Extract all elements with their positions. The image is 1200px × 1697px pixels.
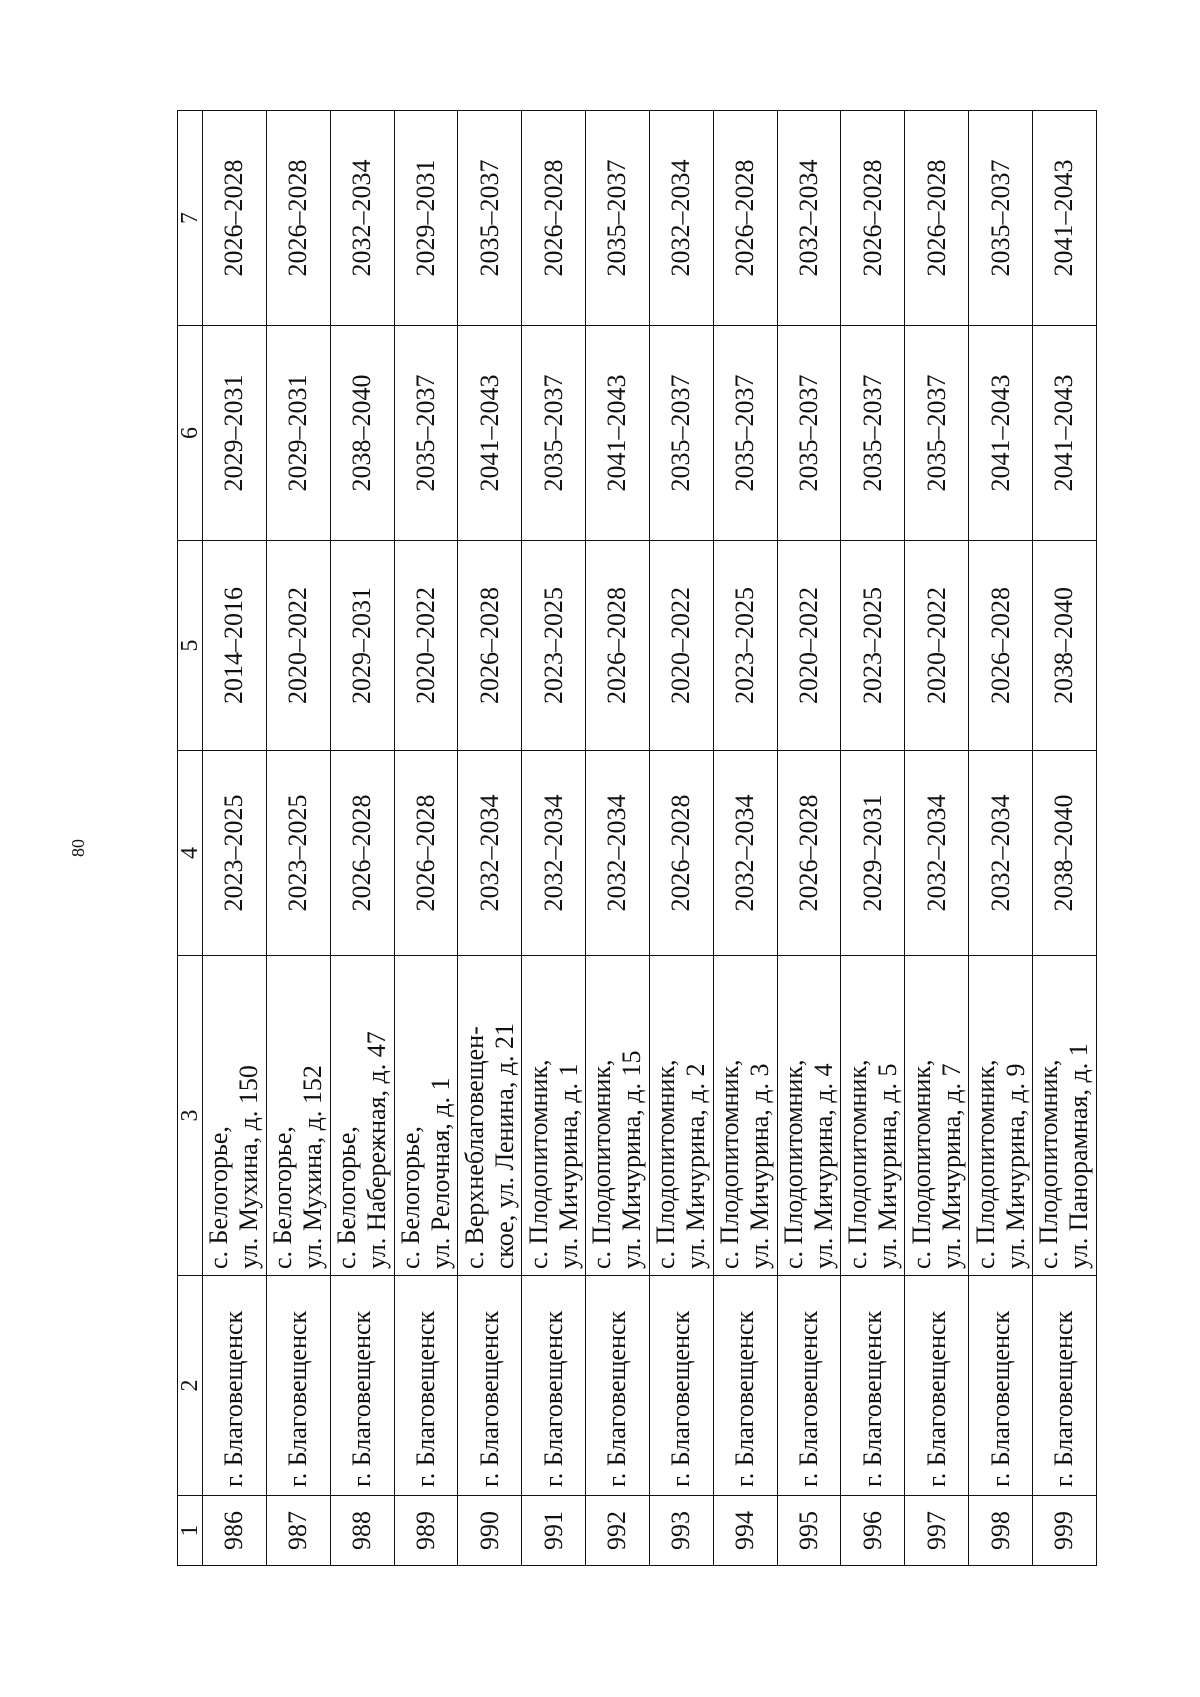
period-col-7-cell: 2026–2028 (713, 111, 777, 326)
period-col-6-cell: 2029–2031 (203, 326, 267, 541)
period-col-6-cell: 2029–2031 (266, 326, 330, 541)
city-cell: г. Благовещенск (1032, 1276, 1096, 1496)
table-row (266, 111, 330, 1566)
period-col-5-cell: 2026–2028 (586, 541, 650, 751)
city-cell: г. Благовещенск (394, 1276, 458, 1496)
address-cell (266, 956, 330, 1276)
period-col-6-cell: 2041–2043 (586, 326, 650, 541)
period-col-4-cell: 2026–2028 (777, 751, 841, 956)
table-row (522, 111, 586, 1566)
row-number-cell: 991 (522, 1496, 586, 1566)
address-cell (713, 956, 777, 1276)
table-row (841, 111, 905, 1566)
period-col-4-cell: 2032–2034 (969, 751, 1033, 956)
city-cell: г. Благовещенск (522, 1276, 586, 1496)
table-row (586, 111, 650, 1566)
header-col-1: 1 (178, 1496, 203, 1566)
row-number-cell: 994 (713, 1496, 777, 1566)
period-col-7-cell: 2041–2043 (1032, 111, 1096, 326)
city-cell: г. Благовещенск (905, 1276, 969, 1496)
period-col-7-cell: 2035–2037 (458, 111, 522, 326)
address-line-2: ул. Мичурина, д. 3 (745, 1063, 775, 1269)
address-line-1: с. Плодопитомник, (970, 1059, 1000, 1269)
table-row (649, 111, 713, 1566)
table-row (777, 111, 841, 1566)
address-line-2: ул. Мичурина, д. 5 (872, 1063, 902, 1269)
period-col-5-cell: 2020–2022 (649, 541, 713, 751)
period-col-6-cell: 2041–2043 (1032, 326, 1096, 541)
row-number-cell: 988 (330, 1496, 394, 1566)
header-col-2: 2 (178, 1276, 203, 1496)
period-col-5-cell: 2023–2025 (522, 541, 586, 751)
city-cell: г. Благовещенск (969, 1276, 1033, 1496)
period-col-6-cell: 2035–2037 (841, 326, 905, 541)
table-body (203, 111, 1097, 1566)
address-cell (649, 956, 713, 1276)
period-col-6-cell: 2035–2037 (905, 326, 969, 541)
city-cell: г. Благовещенск (266, 1276, 330, 1496)
period-col-5-cell: 2038–2040 (1032, 541, 1096, 751)
period-col-4-cell: 2032–2034 (713, 751, 777, 956)
address-line-1: с. Плодопитомник, (779, 1059, 809, 1269)
table-container (177, 111, 1097, 1566)
address-line-1: с. Плодопитомник, (906, 1059, 936, 1269)
address-cell (203, 956, 267, 1276)
period-col-7-cell: 2026–2028 (266, 111, 330, 326)
address-line-1: с. Плодопитомник, (587, 1059, 617, 1269)
period-col-6-cell: 2035–2037 (522, 326, 586, 541)
city-cell: г. Благовещенск (203, 1276, 267, 1496)
period-col-5-cell: 2026–2028 (458, 541, 522, 751)
period-col-7-cell: 2035–2037 (969, 111, 1033, 326)
period-col-5-cell: 2020–2022 (777, 541, 841, 751)
address-line-2: ул. Панорамная, д. 1 (1064, 1043, 1094, 1269)
period-col-5-cell: 2020–2022 (394, 541, 458, 751)
address-cell (458, 956, 522, 1276)
city-cell: г. Благовещенск (713, 1276, 777, 1496)
address-line-2: ул. Набережная, д. 47 (362, 1031, 392, 1269)
period-col-7-cell: 2026–2028 (522, 111, 586, 326)
city-cell: г. Благовещенск (458, 1276, 522, 1496)
row-number-cell: 989 (394, 1496, 458, 1566)
city-cell: г. Благовещенск (777, 1276, 841, 1496)
header-col-6: 6 (178, 326, 203, 541)
period-col-7-cell: 2026–2028 (841, 111, 905, 326)
period-col-7-cell: 2026–2028 (203, 111, 267, 326)
period-col-4-cell: 2026–2028 (394, 751, 458, 956)
address-line-2: ул. Мичурина, д. 7 (936, 1063, 966, 1269)
city-cell: г. Благовещенск (649, 1276, 713, 1496)
period-col-6-cell: 2035–2037 (649, 326, 713, 541)
row-number-cell: 997 (905, 1496, 969, 1566)
header-col-7: 7 (178, 111, 203, 326)
address-line-1: с. Плодопитомник, (651, 1059, 681, 1269)
header-col-3: 3 (178, 956, 203, 1276)
period-col-6-cell: 2035–2037 (713, 326, 777, 541)
address-line-2: ул. Мичурина, д. 2 (681, 1063, 711, 1269)
period-col-7-cell: 2032–2034 (777, 111, 841, 326)
address-line-2: ул. Мичурина, д. 1 (553, 1063, 583, 1269)
period-col-5-cell: 2020–2022 (266, 541, 330, 751)
table-row (203, 111, 267, 1566)
row-number-cell: 998 (969, 1496, 1033, 1566)
address-line-1: с. Плодопитомник, (842, 1059, 872, 1269)
period-col-6-cell: 2035–2037 (777, 326, 841, 541)
address-line-1: с. Белогорье, (395, 1126, 425, 1269)
table-row (458, 111, 522, 1566)
period-col-4-cell: 2032–2034 (905, 751, 969, 956)
page-number: 80 (68, 839, 88, 857)
period-col-7-cell: 2032–2034 (649, 111, 713, 326)
row-number-cell: 996 (841, 1496, 905, 1566)
period-col-4-cell: 2032–2034 (522, 751, 586, 956)
period-col-4-cell: 2038–2040 (1032, 751, 1096, 956)
address-cell (330, 956, 394, 1276)
address-cell (586, 956, 650, 1276)
period-col-5-cell: 2014–2016 (203, 541, 267, 751)
address-cell (522, 956, 586, 1276)
address-line-2: ул. Мичурина, д. 4 (809, 1063, 839, 1269)
address-line-2: ул. Релочная, д. 1 (425, 1077, 455, 1269)
address-line-2: ул. Мухина, д. 150 (234, 1065, 264, 1269)
table-row (330, 111, 394, 1566)
period-col-5-cell: 2029–2031 (330, 541, 394, 751)
table-row (394, 111, 458, 1566)
address-cell (394, 956, 458, 1276)
row-number-cell: 995 (777, 1496, 841, 1566)
address-line-2: ул. Мухина, д. 152 (298, 1065, 328, 1269)
schedule-table (177, 110, 1097, 1566)
header-col-4: 4 (178, 751, 203, 956)
table-row (713, 111, 777, 1566)
period-col-6-cell: 2038–2040 (330, 326, 394, 541)
period-col-6-cell: 2041–2043 (458, 326, 522, 541)
city-cell: г. Благовещенск (586, 1276, 650, 1496)
period-col-5-cell: 2020–2022 (905, 541, 969, 751)
address-line-1: с. Белогорье, (204, 1126, 234, 1269)
period-col-4-cell: 2023–2025 (203, 751, 267, 956)
table-row (905, 111, 969, 1566)
address-line-2: ское, ул. Ленина, д. 21 (489, 1022, 519, 1269)
period-col-7-cell: 2029–2031 (394, 111, 458, 326)
address-line-1: с. Верхнеблаговещен- (459, 1026, 489, 1269)
address-cell (841, 956, 905, 1276)
table-row (969, 111, 1033, 1566)
period-col-7-cell: 2026–2028 (905, 111, 969, 326)
period-col-7-cell: 2035–2037 (586, 111, 650, 326)
period-col-4-cell: 2032–2034 (458, 751, 522, 956)
address-line-1: с. Белогорье, (332, 1126, 362, 1269)
city-cell: г. Благовещенск (330, 1276, 394, 1496)
row-number-cell: 999 (1032, 1496, 1096, 1566)
period-col-4-cell: 2023–2025 (266, 751, 330, 956)
address-cell (1032, 956, 1096, 1276)
header-col-5: 5 (178, 541, 203, 751)
period-col-5-cell: 2023–2025 (713, 541, 777, 751)
row-number-cell: 992 (586, 1496, 650, 1566)
period-col-5-cell: 2026–2028 (969, 541, 1033, 751)
row-number-cell: 987 (266, 1496, 330, 1566)
address-line-1: с. Плодопитомник, (715, 1059, 745, 1269)
period-col-4-cell: 2026–2028 (330, 751, 394, 956)
address-line-1: с. Плодопитомник, (523, 1059, 553, 1269)
period-col-5-cell: 2023–2025 (841, 541, 905, 751)
header-row (178, 111, 203, 1566)
address-cell (777, 956, 841, 1276)
table-row (1032, 111, 1096, 1566)
address-line-2: ул. Мичурина, д. 15 (617, 1050, 647, 1269)
row-number-cell: 990 (458, 1496, 522, 1566)
address-cell (969, 956, 1033, 1276)
row-number-cell: 986 (203, 1496, 267, 1566)
address-line-1: с. Белогорье, (268, 1126, 298, 1269)
address-line-1: с. Плодопитомник, (1034, 1059, 1064, 1269)
period-col-6-cell: 2035–2037 (394, 326, 458, 541)
period-col-4-cell: 2026–2028 (649, 751, 713, 956)
city-cell: г. Благовещенск (841, 1276, 905, 1496)
period-col-4-cell: 2032–2034 (586, 751, 650, 956)
period-col-7-cell: 2032–2034 (330, 111, 394, 326)
address-line-2: ул. Мичурина, д. 9 (1000, 1063, 1030, 1269)
period-col-6-cell: 2041–2043 (969, 326, 1033, 541)
period-col-4-cell: 2029–2031 (841, 751, 905, 956)
row-number-cell: 993 (649, 1496, 713, 1566)
address-cell (905, 956, 969, 1276)
